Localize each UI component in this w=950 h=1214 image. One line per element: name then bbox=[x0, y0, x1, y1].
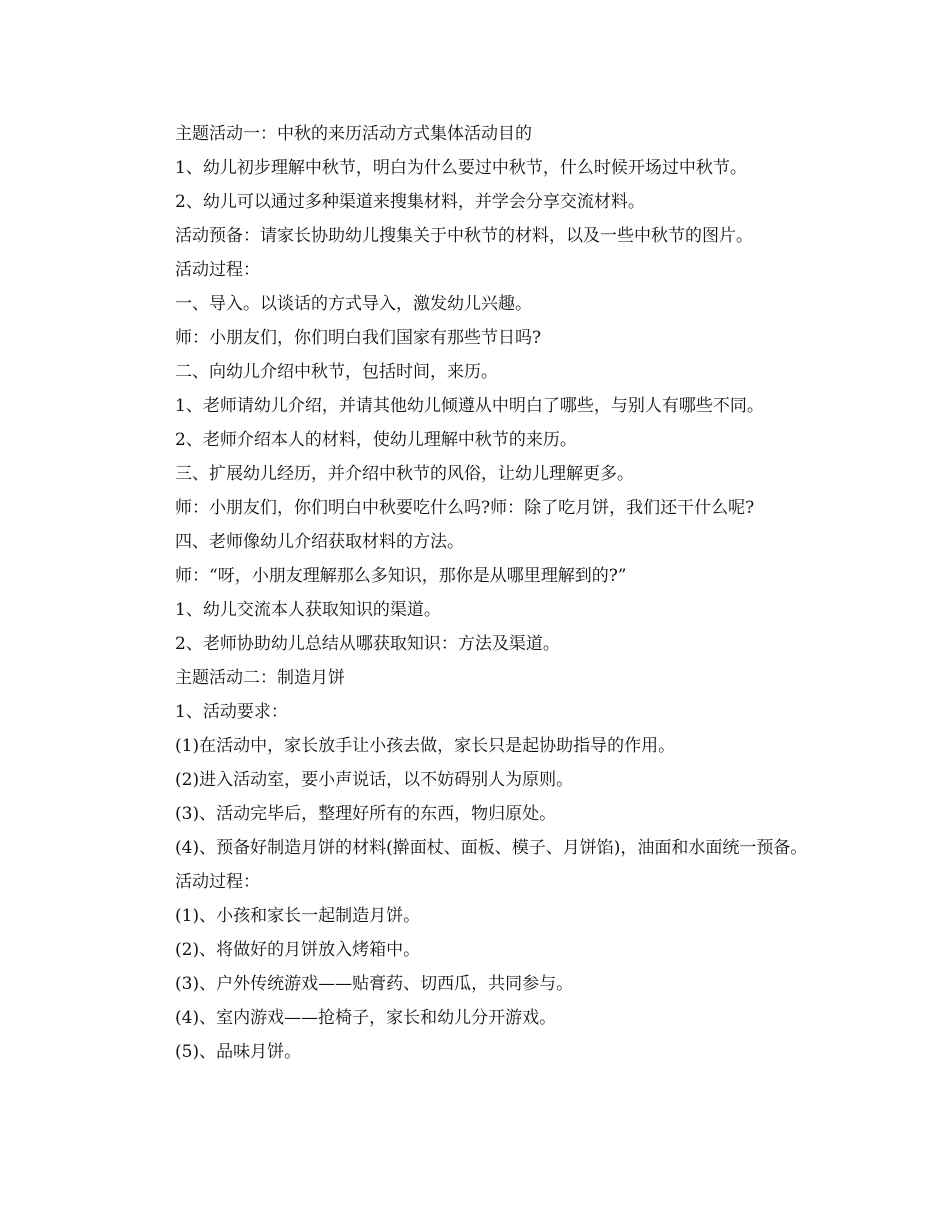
paragraph-step-two-2: 2、老师介绍本人的材料，使幼儿理解中秋节的来历。 bbox=[175, 430, 577, 450]
paragraph-step-three: 三、扩展幼儿经历，并介绍中秋节的风俗，让幼儿理解更多。 bbox=[175, 464, 634, 484]
paragraph-requirement-1: (1)在活动中，家长放手让小孩去做，家长只是起协助指导的作用。 bbox=[175, 736, 676, 756]
paragraph-teacher-question-3: 师：“呀，小朋友理解那么多知识，那你是从哪里理解到的?” bbox=[175, 566, 627, 586]
paragraph-teacher-question-1: 师：小朋友们，你们明白我们国家有那些节日吗? bbox=[175, 328, 542, 348]
document-body bbox=[141, 117, 821, 1069]
paragraph-process-2: (2)、将做好的月饼放入烤箱中。 bbox=[175, 940, 421, 960]
paragraph-requirement-4: (4)、预备好制造月饼的材料(擀面杖、面板、模子、月饼馅)，油面和水面统一预备。 bbox=[175, 838, 808, 858]
paragraph-goal-1: 1、幼儿初步理解中秋节，明白为什么要过中秋节，什么时候开场过中秋节。 bbox=[175, 158, 747, 178]
paragraph-preparation: 活动预备：请家长协助幼儿搜集关于中秋节的材料，以及一些中秋节的图片。 bbox=[175, 226, 753, 246]
paragraph-process-heading: 活动过程： bbox=[175, 260, 260, 280]
paragraph-theme-one-title: 主题活动一：中秋的来历活动方式集体活动目的 bbox=[175, 124, 532, 144]
paragraph-theme-two-title: 主题活动二：制造月饼 bbox=[175, 668, 345, 688]
paragraph-teacher-question-2: 师：小朋友们，你们明白中秋要吃什么吗?师：除了吃月饼，我们还干什么呢? bbox=[175, 498, 755, 518]
paragraph-step-intro: 一、导入。以谈话的方式导入，激发幼儿兴趣。 bbox=[175, 294, 532, 314]
paragraph-step-four-2: 2、老师协助幼儿总结从哪获取知识：方法及渠道。 bbox=[175, 634, 560, 654]
paragraph-process-1: (1)、小孩和家长一起制造月饼。 bbox=[175, 906, 421, 926]
paragraph-process-heading-2: 活动过程： bbox=[175, 872, 260, 892]
paragraph-goal-2: 2、幼儿可以通过多种渠道来搜集材料，并学会分享交流材料。 bbox=[175, 192, 645, 212]
paragraph-step-two: 二、向幼儿介绍中秋节，包括时间，来历。 bbox=[175, 362, 498, 382]
paragraph-requirements-heading: 1、活动要求： bbox=[175, 702, 288, 722]
paragraph-requirement-3: (3)、活动完毕后，整理好所有的东西，物归原处。 bbox=[175, 804, 557, 824]
paragraph-step-four-1: 1、幼儿交流本人获取知识的渠道。 bbox=[175, 600, 441, 620]
paragraph-process-3: (3)、户外传统游戏——贴膏药、切西瓜，共同参与。 bbox=[175, 974, 574, 994]
paragraph-step-two-1: 1、老师请幼儿介绍，并请其他幼儿倾遵从中明白了哪些，与别人有哪些不同。 bbox=[175, 396, 764, 416]
paragraph-process-5: (5)、品味月饼。 bbox=[175, 1042, 302, 1062]
paragraph-step-four: 四、老师像幼儿介绍获取材料的方法。 bbox=[175, 532, 464, 552]
paragraph-requirement-2: (2)进入活动室，要小声说话，以不妨碍别人为原则。 bbox=[175, 770, 574, 790]
paragraph-process-4: (4)、室内游戏——抢椅子，家长和幼儿分开游戏。 bbox=[175, 1008, 557, 1028]
